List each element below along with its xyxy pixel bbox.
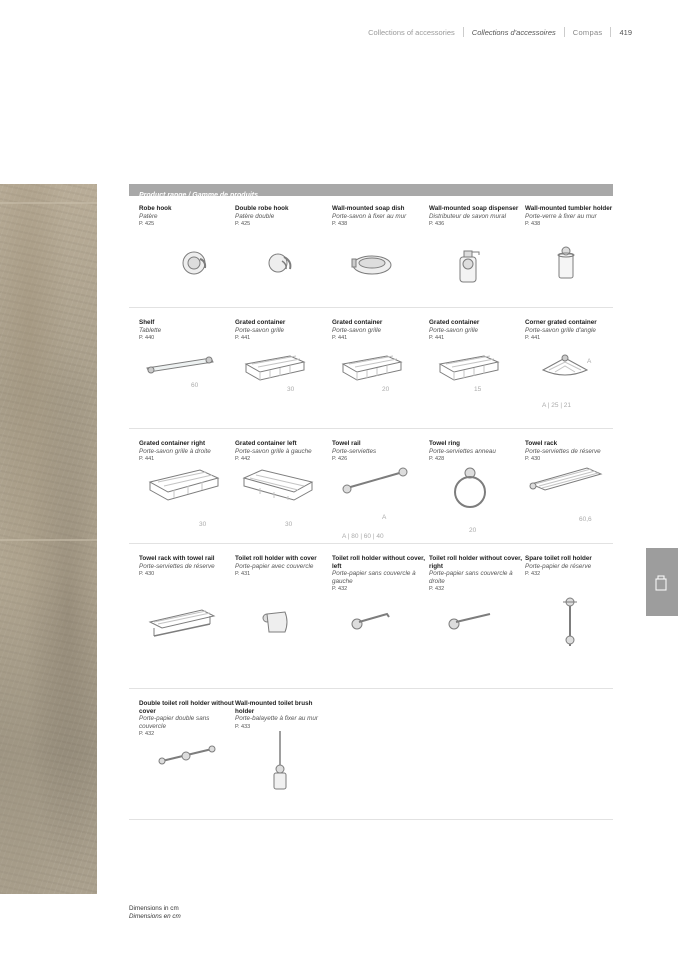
product-page-ref: P. 442 (235, 456, 251, 463)
product-name-en: Towel ring (429, 440, 461, 447)
product-name-fr: Porte-serviettes de réserve (139, 562, 215, 570)
soap-dispenser-icon (449, 242, 485, 291)
soap-dish-icon (347, 245, 397, 286)
product-page-ref: P. 441 (525, 335, 541, 342)
corner-container-icon (535, 350, 595, 389)
dimension-label: 60 (191, 382, 199, 389)
dimension-label: 15 (474, 386, 482, 393)
product-page-ref: P. 438 (525, 221, 541, 228)
double-robe-hook-icon (260, 245, 300, 286)
product-name-fr: Porte-serviettes de réserve (525, 447, 601, 455)
dimension-label: A | 80 | 60 | 40 (342, 533, 384, 540)
product-row (129, 689, 613, 820)
product-name-en: Shelf (139, 319, 155, 326)
product-name-fr: Porte-papier sans couvercle à droite (429, 570, 513, 585)
product-name-en: Spare toilet roll holder (525, 555, 592, 562)
product-card[interactable] (429, 429, 525, 543)
product-page-ref: P. 440 (139, 335, 155, 342)
product-name-en: Wall-mounted soap dish (332, 205, 405, 212)
product-card[interactable] (429, 308, 525, 428)
product-card[interactable] (139, 308, 235, 428)
page-number: 419 (619, 27, 632, 37)
spare-roll-holder-icon (555, 596, 585, 657)
product-card[interactable] (139, 544, 235, 688)
product-page-ref: P. 425 (139, 221, 155, 228)
dimension-label: 30 (199, 521, 207, 528)
product-name-fr: Porte-papier sans couvercle à gauche (332, 570, 416, 585)
dimensions-note-fr: Dimensions en cm (129, 913, 181, 920)
product-card[interactable] (429, 200, 525, 307)
dimension-label: 20 (382, 386, 390, 393)
product-name-en: Wall-mounted soap dispenser (429, 205, 519, 212)
grated-container-icon (434, 350, 504, 389)
dimensions-note-en: Dimensions in cm (129, 905, 179, 912)
product-name-en: Toilet roll holder with cover (235, 555, 317, 562)
product-name-fr: Patère double (235, 212, 275, 220)
product-name-en: Wall-mounted tumbler holder (525, 205, 613, 212)
product-name-en: Toilet roll holder without cover, left (332, 555, 425, 570)
product-page-ref: P. 432 (332, 586, 348, 593)
dimension-label: 20 (469, 527, 477, 534)
product-page-ref: P. 433 (235, 723, 251, 730)
product-card[interactable] (332, 200, 428, 307)
product-grid (129, 200, 613, 820)
accessory-icon (655, 575, 667, 591)
product-name-fr: Porte-papier de réserve (525, 562, 592, 570)
product-card[interactable] (235, 429, 331, 543)
product-card[interactable] (235, 544, 331, 688)
product-row (129, 429, 613, 544)
product-card[interactable] (525, 308, 621, 428)
product-name-fr: Porte-papier double sans couvercle (139, 715, 210, 730)
double-toilet-roll-icon (154, 739, 220, 774)
dimension-label: A (587, 358, 592, 365)
product-card[interactable] (332, 544, 428, 688)
product-name-en: Wall-mounted toilet brush holder (235, 700, 313, 715)
product-name-fr: Porte-balayette à fixer au mur (235, 715, 318, 723)
dimension-label: A (382, 514, 387, 521)
product-name-fr: Porte-savon grille à droite (139, 447, 211, 455)
product-name-en: Corner grated container (525, 319, 597, 326)
product-name-en: Towel rack (525, 440, 558, 447)
product-page-ref: P. 431 (235, 571, 251, 578)
product-card[interactable] (332, 308, 428, 428)
section-side-tab (646, 548, 678, 616)
tumbler-holder-icon (550, 242, 582, 289)
product-name-en: Towel rack with towel rail (139, 555, 215, 562)
product-page-ref: P. 432 (525, 571, 541, 578)
product-name-en: Double toilet roll holder without cover (139, 700, 234, 715)
product-card[interactable] (332, 429, 428, 543)
dimension-label: 30 (287, 386, 295, 393)
product-name-fr: Porte-savon grille (332, 326, 381, 334)
running-header (360, 27, 632, 37)
product-page-ref: P. 441 (235, 335, 251, 342)
product-row (129, 308, 613, 429)
product-name-fr: Porte-savon à fixer au mur (332, 212, 407, 220)
product-name-fr: Porte-serviettes (332, 447, 377, 455)
crumb-collections-en: Collections of accessories (368, 27, 455, 37)
product-card[interactable] (139, 200, 235, 307)
towel-rail-icon (337, 464, 413, 505)
crumb-collections-fr: Collections d'accessoires (471, 27, 556, 37)
product-page-ref: P. 426 (332, 456, 348, 463)
product-name-en: Towel rail (332, 440, 361, 447)
toilet-roll-right-icon (444, 606, 496, 641)
product-name-fr: Tablette (139, 326, 162, 334)
product-name-fr: Porte-savon grille d'angle (525, 326, 596, 334)
product-page-ref: P. 432 (139, 731, 155, 738)
product-name-fr: Porte-savon grille (235, 326, 284, 334)
product-card[interactable] (139, 429, 235, 543)
product-row (129, 544, 613, 689)
toilet-roll-left-icon (347, 606, 393, 641)
product-page-ref: P. 432 (429, 586, 445, 593)
product-name-fr: Distributeur de savon mural (429, 212, 506, 220)
product-name-fr: Porte-papier avec couvercle (235, 562, 314, 570)
product-page-ref: P. 425 (235, 221, 251, 228)
product-name-fr: Porte-serviettes anneau (429, 447, 496, 455)
product-name-en: Toilet roll holder without cover, right (429, 555, 522, 570)
product-card[interactable] (139, 689, 235, 819)
product-page-ref: P. 430 (139, 571, 155, 578)
toilet-brush-icon (265, 729, 295, 800)
product-card[interactable] (525, 544, 621, 688)
product-name-en: Grated container (429, 319, 480, 326)
product-name-en: Grated container left (235, 440, 297, 447)
product-card[interactable] (525, 429, 621, 543)
grated-container-icon (337, 350, 407, 389)
towel-rack-icon (525, 462, 605, 503)
toilet-roll-cover-icon (255, 602, 295, 647)
dimension-label: A | 25 | 21 (542, 402, 572, 409)
grated-container-right-icon (144, 464, 222, 509)
product-name-fr: Porte-savon grille (429, 326, 478, 334)
towel-ring-icon (449, 464, 491, 517)
product-page-ref: P. 441 (429, 335, 445, 342)
product-name-en: Double robe hook (235, 205, 289, 212)
product-card[interactable] (235, 689, 331, 819)
concrete-texture-image (0, 184, 97, 894)
product-range-label: Product range / Gamme de produits (139, 192, 259, 199)
shelf-icon (139, 348, 219, 387)
product-card[interactable] (235, 200, 331, 307)
grated-container-icon (240, 350, 310, 389)
product-range-bar (129, 184, 613, 199)
product-name-en: Grated container (235, 319, 286, 326)
robe-hook-icon (174, 245, 214, 286)
product-page-ref: P. 428 (429, 456, 445, 463)
product-name-en: Grated container right (139, 440, 206, 447)
product-card[interactable] (525, 200, 621, 307)
product-name-en: Grated container (332, 319, 383, 326)
product-page-ref: P. 430 (525, 456, 541, 463)
product-card[interactable] (235, 308, 331, 428)
dimension-label: 30 (285, 521, 293, 528)
product-page-ref: P. 438 (332, 221, 348, 228)
product-name-en: Robe hook (139, 205, 172, 212)
collection-name: Compas (572, 27, 603, 37)
product-page-ref: P. 441 (139, 456, 155, 463)
product-card[interactable] (429, 544, 525, 688)
product-page-ref: P. 436 (429, 221, 445, 228)
product-name-fr: Patère (139, 212, 158, 220)
product-name-fr: Porte-savon grille à gauche (235, 447, 312, 455)
product-page-ref: P. 441 (332, 335, 348, 342)
towel-rack-rail-icon (144, 604, 220, 649)
footer-note (129, 905, 181, 921)
product-row (129, 200, 613, 308)
product-name-fr: Porte-verre à fixer au mur (525, 212, 597, 220)
dimension-label: 60,6 (579, 516, 592, 523)
grated-container-left-icon (240, 464, 318, 509)
